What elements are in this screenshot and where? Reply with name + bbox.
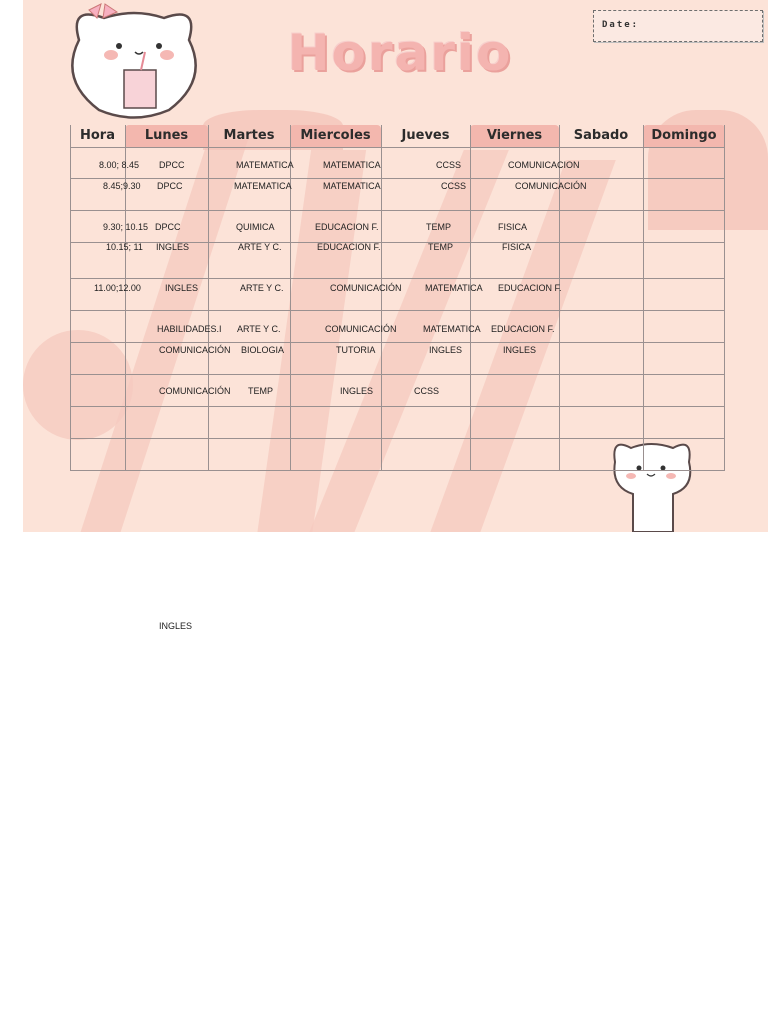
grid-line	[208, 125, 209, 471]
class-cell: DPCC	[159, 160, 185, 170]
grid-line	[125, 125, 126, 471]
grid-line	[290, 125, 291, 471]
class-cell: DPCC	[155, 222, 181, 232]
grid-line	[70, 125, 71, 471]
class-cell: COMUNICACIÓN	[330, 283, 402, 293]
grid-line	[70, 406, 725, 407]
schedule-table	[70, 125, 725, 471]
class-cell: ARTE Y C.	[238, 242, 282, 252]
class-cell: INGLES	[156, 242, 190, 252]
grid-line	[70, 470, 725, 471]
class-cell: COMUNICACIÓN	[159, 345, 231, 355]
class-cell: EDUCACION F.	[498, 283, 562, 293]
class-cell: FISICA	[502, 242, 532, 252]
header-jueves: Jueves	[401, 128, 450, 143]
class-cell: COMUNICACIÓN	[325, 324, 397, 334]
class-cell: QUIMICA	[236, 222, 275, 232]
class-cell: INGLES	[165, 283, 199, 293]
grid-line	[381, 125, 382, 471]
grid-line	[643, 125, 644, 471]
header-miercoles: Miercoles	[290, 125, 381, 147]
class-cell: ARTE Y C.	[237, 324, 281, 334]
grid-line	[70, 210, 725, 211]
class-cell: MATEMATICA	[323, 181, 381, 191]
class-cell: INGLES	[503, 345, 537, 355]
grid-line	[70, 178, 725, 179]
class-cell: MATEMATICA	[323, 160, 381, 170]
header-martes: Martes	[223, 128, 275, 143]
grid-line	[70, 374, 725, 375]
header-sabado: Sabado	[573, 128, 629, 143]
class-cell: COMUNICACIÓN	[159, 386, 231, 396]
time-cell: 11.00;12.00	[94, 283, 141, 293]
class-cell: MATEMATICA	[234, 181, 292, 191]
date-label: Date:	[602, 20, 640, 30]
cat-drinking-icon	[49, 0, 219, 130]
class-cell: TEMP	[248, 386, 274, 396]
class-cell: CCSS	[414, 386, 440, 396]
header-domingo: Domingo	[643, 125, 725, 147]
class-cell: CCSS	[441, 181, 467, 191]
class-cell: INGLES	[340, 386, 374, 396]
class-cell: TEMP	[428, 242, 454, 252]
header-lunes: Lunes	[125, 125, 208, 147]
time-cell: 9.30; 10.15	[103, 222, 149, 232]
header-hora: Hora	[80, 128, 115, 143]
time-cell: 10.15; 11	[106, 242, 143, 252]
grid-line	[70, 342, 725, 343]
grid-line	[70, 278, 725, 279]
class-cell: TEMP	[426, 222, 452, 232]
class-cell: MATEMATICA	[236, 160, 294, 170]
header-viernes: Viernes	[470, 125, 559, 147]
grid-line	[559, 125, 560, 471]
grid-line	[470, 125, 471, 471]
class-cell: FISICA	[498, 222, 528, 232]
stray-text: INGLES	[159, 621, 193, 631]
class-cell: COMUNICACIÓN	[515, 181, 587, 191]
class-cell: COMUNICACION	[508, 160, 580, 170]
grid-line	[70, 438, 725, 439]
time-cell: 8.00; 8.45	[99, 160, 140, 170]
grid-line	[70, 310, 725, 311]
class-cell: MATEMATICA	[423, 324, 481, 334]
time-cell: 8.45;9.30	[103, 181, 141, 191]
date-box[interactable]	[593, 10, 763, 42]
grid-line	[724, 125, 725, 471]
class-cell: TUTORIA	[336, 345, 376, 355]
grid-line	[70, 147, 725, 148]
class-cell: CCSS	[436, 160, 462, 170]
class-cell: EDUCACION F.	[315, 222, 379, 232]
schedule-sheet	[23, 0, 768, 532]
page-title: Horario	[287, 24, 513, 82]
class-cell: MATEMATICA	[425, 283, 483, 293]
class-cell: ARTE Y C.	[240, 283, 284, 293]
class-cell: EDUCACION F.	[491, 324, 555, 334]
class-cell: BIOLOGIA	[241, 345, 285, 355]
class-cell: EDUCACION F.	[317, 242, 381, 252]
class-cell: DPCC	[157, 181, 183, 191]
class-cell: INGLES	[429, 345, 463, 355]
class-cell: HABILIDADES.I	[157, 324, 222, 334]
